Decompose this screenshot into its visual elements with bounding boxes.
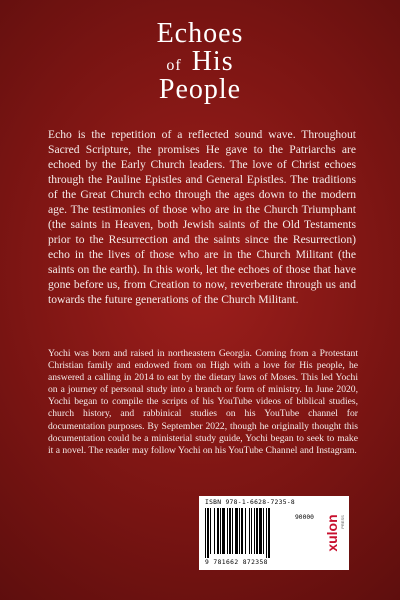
author-bio: Yochi was born and raised in northeastern Georgia. Coming from a Protestant Christian family and endowed from on High with a love for His people, he answered a calling in 2014 to eat by the dietary laws of Moses. This led Yochi on a journey of personal study into a branch or form of ministry. In June 2020, Yochi began to compile the scripts of his YouTube videos of biblical studies, church history, and rabbinical studies on his YouTube channel for documentation purposes. By September 2022, though he originally thought this documentation could be a ministerial study guide, Yochi began to seek to make it a novel. The reader may follow Yochi on his YouTube Channel and Instagram.: [48, 348, 358, 456]
title-word-of: of: [166, 57, 182, 74]
title-line-echoes: Echoes: [156, 18, 244, 49]
publisher-logo: [323, 504, 347, 562]
price-code: 90000: [295, 514, 314, 521]
barcode-bars: [205, 508, 291, 558]
title-line-of-his: [0, 48, 400, 76]
publisher-logo-subtext: PRESS: [340, 515, 345, 529]
title-line-people: People: [158, 74, 242, 105]
isbn-text: ISBN 978-1-6628-7235-8: [205, 499, 296, 506]
book-blurb: Echo is the repetition of a reflected sound wave. Throughout Sacred Scripture, the promises He gave to the Patriarchs are echoed by the Early Church leaders. The love of Christ echoes through the Pauline Epistles and General Epistles. The traditions of the Great Church echo through the ages down to the modern age. The testimonies of those who are in the Church Triumphant (the saints in Heaven, both Jewish saints of the Old Testaments prior to the Resurrection and the saints since the Resurrection) echo in the lives of those who are in the Church Militant (the saints on the earth). In this work, let the echoes of those that have gone before us, from Creation to now, reverberate through us and towards the future generations of the Church Militant.: [48, 128, 356, 306]
isbn-barcode-box: [199, 496, 349, 570]
book-title: [0, 20, 400, 104]
title-word-his: His: [191, 46, 234, 77]
publisher-logo-text: xulon: [324, 514, 340, 552]
barcode-digits: 9 781662 872358: [205, 559, 268, 566]
